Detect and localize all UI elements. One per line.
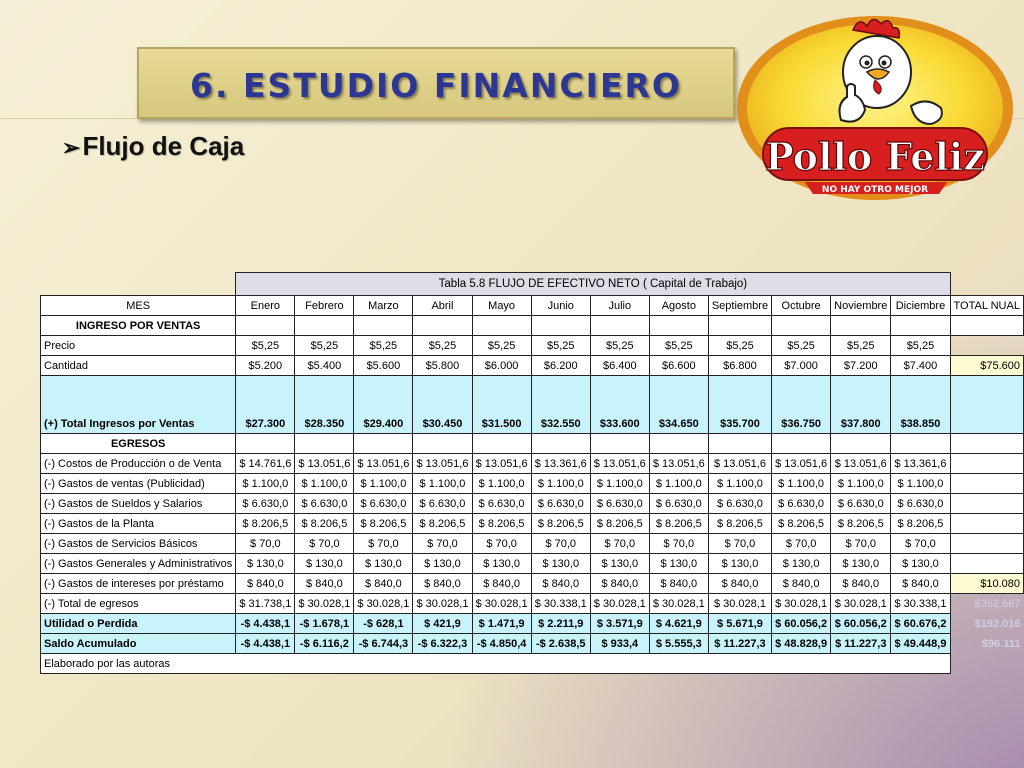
row-label: (+) Total Ingresos por Ventas	[41, 376, 236, 434]
cell-value: $ 11.227,3	[831, 634, 891, 654]
cell-value: $ 70,0	[891, 534, 950, 554]
cell-value: -$ 6.322,3	[413, 634, 472, 654]
cell-value: $ 8.206,5	[649, 514, 708, 534]
cell-value: $ 130,0	[649, 554, 708, 574]
row-label: Utilidad o Perdida	[41, 614, 236, 634]
empty-cell	[772, 316, 831, 336]
cell-value: $ 60.056,2	[831, 614, 891, 634]
empty-cell	[590, 434, 649, 454]
cell-value: $ 60.676,2	[891, 614, 950, 634]
cell-value: $ 8.206,5	[772, 514, 831, 534]
cell-value: $ 30.338,1	[891, 594, 950, 614]
cell-value: $ 8.206,5	[413, 514, 472, 534]
empty-cell	[236, 316, 295, 336]
empty-cell	[354, 434, 413, 454]
cell-value: $5,25	[236, 336, 295, 356]
total-cell	[950, 434, 1024, 454]
row-label: (-) Gastos de intereses por préstamo	[41, 574, 236, 594]
cell-value: $35.700	[708, 376, 771, 434]
month-header: Julio	[590, 296, 649, 316]
table-row	[41, 594, 1024, 614]
cell-value: $ 6.630,0	[891, 494, 950, 514]
cell-value: $ 13.361,6	[891, 454, 950, 474]
cell-value: $ 933,4	[590, 634, 649, 654]
cell-value: $ 6.630,0	[236, 494, 295, 514]
cell-value: $ 840,0	[236, 574, 295, 594]
cell-value: $7.000	[772, 356, 831, 376]
row-label: (-) Total de egresos	[41, 594, 236, 614]
cell-value: $ 1.100,0	[772, 474, 831, 494]
cell-value: $ 13.051,6	[772, 454, 831, 474]
row-total: $10.080	[950, 574, 1024, 594]
cell-value: -$ 628,1	[354, 614, 413, 634]
empty-cell	[413, 434, 472, 454]
cell-value: $ 1.100,0	[354, 474, 413, 494]
cell-value: $5,25	[891, 336, 950, 356]
month-header: Octubre	[772, 296, 831, 316]
table-row	[41, 554, 1024, 574]
cell-value: $ 130,0	[413, 554, 472, 574]
cell-value: $ 13.051,6	[649, 454, 708, 474]
cell-value: $5,25	[708, 336, 771, 356]
caption-row	[41, 273, 1024, 296]
logo-brand-text: Pollo Feliz	[765, 134, 985, 179]
row-label: (-) Gastos Generales y Administrativos	[41, 554, 236, 574]
cell-value: -$ 6.744,3	[354, 634, 413, 654]
month-header: Enero	[236, 296, 295, 316]
cell-value: $ 130,0	[708, 554, 771, 574]
cell-value: $ 60.056,2	[772, 614, 831, 634]
cell-value: $ 13.051,6	[831, 454, 891, 474]
empty-cell	[413, 316, 472, 336]
cell-value: $5.800	[413, 356, 472, 376]
cell-value: $ 840,0	[831, 574, 891, 594]
title-banner	[137, 47, 735, 119]
cell-value: $ 1.100,0	[891, 474, 950, 494]
cell-value: $ 421,9	[413, 614, 472, 634]
month-header: Noviembre	[831, 296, 891, 316]
pollo-feliz-logo	[735, 10, 1017, 202]
subtitle-text: Flujo de Caja	[82, 131, 245, 161]
cell-value: $ 1.100,0	[831, 474, 891, 494]
cell-value: $ 8.206,5	[472, 514, 531, 534]
empty-cell	[708, 316, 771, 336]
cell-value: $33.600	[590, 376, 649, 434]
cell-value: $ 840,0	[649, 574, 708, 594]
cell-value: $5,25	[295, 336, 354, 356]
cell-value: -$ 4.438,1	[236, 614, 295, 634]
cell-value: $ 13.051,6	[295, 454, 354, 474]
cell-value: $ 11.227,3	[708, 634, 771, 654]
cell-value: $ 8.206,5	[236, 514, 295, 534]
cell-value: $ 30.338,1	[531, 594, 590, 614]
cell-value: $ 6.630,0	[831, 494, 891, 514]
cell-value: $ 6.630,0	[772, 494, 831, 514]
empty-cell	[354, 316, 413, 336]
empty-cell	[772, 434, 831, 454]
cell-value: $32.550	[531, 376, 590, 434]
cell-value: $ 840,0	[295, 574, 354, 594]
cell-value: $ 840,0	[590, 574, 649, 594]
cell-value: $ 30.028,1	[649, 594, 708, 614]
row-total	[950, 494, 1024, 514]
total-header: TOTAL NUAL	[950, 296, 1024, 316]
cell-value: $5,25	[831, 336, 891, 356]
slide-title: 6. ESTUDIO FINANCIERO	[190, 65, 682, 105]
cell-value: $ 48.828,9	[772, 634, 831, 654]
cell-value: $ 130,0	[831, 554, 891, 574]
cell-value: $ 8.206,5	[531, 514, 590, 534]
table-row	[41, 534, 1024, 554]
row-total	[950, 474, 1024, 494]
section-egresos-label: EGRESOS	[41, 434, 236, 454]
table-row	[41, 454, 1024, 474]
cell-value: $5,25	[472, 336, 531, 356]
month-header: Diciembre	[891, 296, 950, 316]
cell-value: $ 130,0	[891, 554, 950, 574]
cell-value: $29.400	[354, 376, 413, 434]
cell-value: -$ 6.116,2	[295, 634, 354, 654]
cell-value: $ 1.100,0	[236, 474, 295, 494]
month-header: Agosto	[649, 296, 708, 316]
row-total	[950, 376, 1024, 434]
table-row	[41, 514, 1024, 534]
cell-value: $7.400	[891, 356, 950, 376]
row-label: (-) Costos de Producción o de Venta	[41, 454, 236, 474]
empty-cell	[831, 316, 891, 336]
cell-value: $ 8.206,5	[708, 514, 771, 534]
month-header: Junio	[531, 296, 590, 316]
cell-value: $ 30.028,1	[472, 594, 531, 614]
cell-value: $ 13.051,6	[354, 454, 413, 474]
cell-value: $ 8.206,5	[590, 514, 649, 534]
empty-cell	[472, 434, 531, 454]
cell-value: $6.400	[590, 356, 649, 376]
cell-value: $ 70,0	[295, 534, 354, 554]
row-total: $96.111	[981, 637, 1021, 650]
cell-value: $ 30.028,1	[831, 594, 891, 614]
cell-value: $6.000	[472, 356, 531, 376]
cell-value: $ 70,0	[236, 534, 295, 554]
cell-value: $ 30.028,1	[413, 594, 472, 614]
table-caption: Tabla 5.8 FLUJO DE EFECTIVO NETO ( Capital de Trabajo)	[236, 273, 950, 296]
total-cell	[950, 316, 1024, 336]
cell-value: $ 1.100,0	[590, 474, 649, 494]
cell-value: $ 130,0	[772, 554, 831, 574]
mes-header: MES	[41, 296, 236, 316]
cell-value: $6.600	[649, 356, 708, 376]
month-header: Febrero	[295, 296, 354, 316]
row-label: (-) Gastos de ventas (Publicidad)	[41, 474, 236, 494]
cell-value: $ 70,0	[354, 534, 413, 554]
header-row	[41, 296, 1024, 316]
cell-value: $ 70,0	[708, 534, 771, 554]
cell-value: $30.450	[413, 376, 472, 434]
cell-value: $ 70,0	[772, 534, 831, 554]
cell-value: $5.400	[295, 356, 354, 376]
empty-cell	[295, 316, 354, 336]
cell-value: $ 840,0	[531, 574, 590, 594]
month-header: Septiembre	[708, 296, 771, 316]
row-total: $75.600	[950, 356, 1024, 376]
cell-value: $ 70,0	[531, 534, 590, 554]
cell-value: $ 130,0	[531, 554, 590, 574]
empty-cell	[472, 316, 531, 336]
cell-value: $ 49.448,9	[891, 634, 950, 654]
cell-value: $ 840,0	[772, 574, 831, 594]
cell-value: $ 1.471,9	[472, 614, 531, 634]
cell-value: $ 6.630,0	[354, 494, 413, 514]
cell-value: $ 5.555,3	[649, 634, 708, 654]
cell-value: $ 130,0	[590, 554, 649, 574]
cell-value: $ 70,0	[590, 534, 649, 554]
cell-value: $ 30.028,1	[708, 594, 771, 614]
cell-value: $27.300	[236, 376, 295, 434]
cell-value: -$ 2.638,5	[531, 634, 590, 654]
row-total	[950, 534, 1024, 554]
row-total	[950, 336, 1024, 356]
cell-value: $28.350	[295, 376, 354, 434]
row-label: (-) Gastos de Sueldos y Salarios	[41, 494, 236, 514]
table-footer: Elaborado por las autoras	[41, 654, 951, 674]
month-header: Mayo	[472, 296, 531, 316]
footer-row	[41, 654, 1024, 674]
empty-cell	[295, 434, 354, 454]
subtitle	[62, 131, 244, 162]
table-row	[41, 336, 1024, 356]
section-egresos-row	[41, 434, 1024, 454]
section-ingresos-label: INGRESO POR VENTAS	[41, 316, 236, 336]
row-total: $192.016	[974, 617, 1021, 630]
row-total	[950, 454, 1024, 474]
cell-value: $ 4.621,9	[649, 614, 708, 634]
row-total	[950, 514, 1024, 534]
cell-value: $ 70,0	[413, 534, 472, 554]
empty-cell	[708, 434, 771, 454]
month-header: Marzo	[354, 296, 413, 316]
cell-value: $ 1.100,0	[531, 474, 590, 494]
bullet-arrow-icon: ➢	[62, 135, 81, 160]
cell-value: $ 2.211,9	[531, 614, 590, 634]
cell-value: $ 13.361,6	[531, 454, 590, 474]
empty-cell	[831, 434, 891, 454]
cell-value: $5.200	[236, 356, 295, 376]
empty-cell	[649, 316, 708, 336]
table-row	[41, 356, 1024, 376]
cell-value: $6.800	[708, 356, 771, 376]
cell-value: $ 30.028,1	[295, 594, 354, 614]
cell-value: $ 6.630,0	[708, 494, 771, 514]
cell-value: $38.850	[891, 376, 950, 434]
cell-value: $ 3.571,9	[590, 614, 649, 634]
cell-value: $34.650	[649, 376, 708, 434]
cell-value: $ 8.206,5	[891, 514, 950, 534]
cell-value: $ 70,0	[649, 534, 708, 554]
cell-value: $5,25	[413, 336, 472, 356]
empty-cell	[891, 434, 950, 454]
cell-value: $ 5.671,9	[708, 614, 771, 634]
table-row	[41, 494, 1024, 514]
cell-value: $5,25	[531, 336, 590, 356]
cell-value: $ 840,0	[891, 574, 950, 594]
cell-value: $ 6.630,0	[472, 494, 531, 514]
cell-value: $ 13.051,6	[472, 454, 531, 474]
cell-value: $5,25	[772, 336, 831, 356]
cell-value: -$ 4.850,4	[472, 634, 531, 654]
cell-value: $ 13.051,6	[708, 454, 771, 474]
section-ingresos-row	[41, 316, 1024, 336]
cell-value: $ 8.206,5	[354, 514, 413, 534]
cell-value: $ 6.630,0	[531, 494, 590, 514]
table-row	[41, 574, 1024, 594]
cell-value: $ 8.206,5	[831, 514, 891, 534]
cell-value: $ 130,0	[295, 554, 354, 574]
cell-value: $ 130,0	[236, 554, 295, 574]
cell-value: $ 840,0	[708, 574, 771, 594]
table-row	[41, 634, 1024, 654]
cell-value: $ 70,0	[472, 534, 531, 554]
cell-value: $ 1.100,0	[708, 474, 771, 494]
cell-value: $5,25	[590, 336, 649, 356]
cell-value: $5.600	[354, 356, 413, 376]
cell-value: $ 6.630,0	[590, 494, 649, 514]
cell-value: $ 1.100,0	[472, 474, 531, 494]
row-label: Saldo Acumulado	[41, 634, 236, 654]
empty-cell	[590, 316, 649, 336]
cell-value: $ 30.028,1	[772, 594, 831, 614]
row-total	[950, 554, 1024, 574]
cell-value: $ 13.051,6	[590, 454, 649, 474]
row-label: (-) Gastos de Servicios Básicos	[41, 534, 236, 554]
cell-value: $ 840,0	[354, 574, 413, 594]
empty-cell	[649, 434, 708, 454]
empty-cell	[531, 434, 590, 454]
cell-value: $5,25	[649, 336, 708, 356]
cash-flow-table	[40, 272, 1024, 674]
table-row	[41, 614, 1024, 634]
row-total: $362.667	[974, 597, 1021, 610]
row-label: Cantidad	[41, 356, 236, 376]
cell-value: $ 840,0	[472, 574, 531, 594]
month-header: Abril	[413, 296, 472, 316]
cell-value: -$ 1.678,1	[295, 614, 354, 634]
empty-cell	[236, 434, 295, 454]
cell-value: $ 1.100,0	[295, 474, 354, 494]
cell-value: $36.750	[772, 376, 831, 434]
cell-value: $ 1.100,0	[413, 474, 472, 494]
table-row	[41, 474, 1024, 494]
cell-value: $ 8.206,5	[295, 514, 354, 534]
cell-value: $ 6.630,0	[295, 494, 354, 514]
cell-value: $ 14.761,6	[236, 454, 295, 474]
cell-value: $ 30.028,1	[590, 594, 649, 614]
cell-value: $ 30.028,1	[354, 594, 413, 614]
cell-value: $ 1.100,0	[649, 474, 708, 494]
cell-value: $5,25	[354, 336, 413, 356]
cell-value: $ 130,0	[472, 554, 531, 574]
cell-value: $ 13.051,6	[413, 454, 472, 474]
table-row	[41, 376, 1024, 434]
cell-value: $37.800	[831, 376, 891, 434]
cell-value: $ 6.630,0	[413, 494, 472, 514]
row-label: (-) Gastos de la Planta	[41, 514, 236, 534]
cell-value: $ 130,0	[354, 554, 413, 574]
cell-value: $31.500	[472, 376, 531, 434]
logo-tagline: NO HAY OTRO MEJOR	[821, 185, 929, 195]
cell-value: $7.200	[831, 356, 891, 376]
cell-value: $ 31.738,1	[236, 594, 295, 614]
empty-cell	[531, 316, 590, 336]
cell-value: $ 6.630,0	[649, 494, 708, 514]
empty-cell	[891, 316, 950, 336]
cell-value: $6.200	[531, 356, 590, 376]
cell-value: -$ 4.438,1	[236, 634, 295, 654]
cell-value: $ 70,0	[831, 534, 891, 554]
row-label: Precio	[41, 336, 236, 356]
cell-value: $ 840,0	[413, 574, 472, 594]
